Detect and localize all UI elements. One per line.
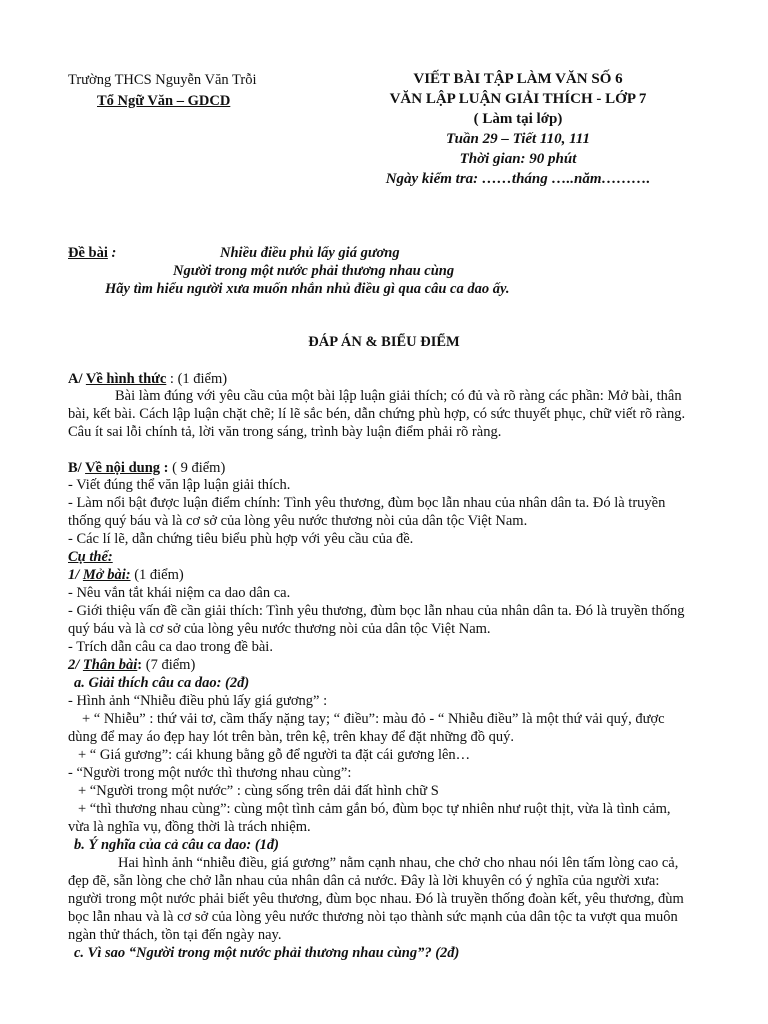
section-a-text-3: Câu ít sai lỗi chính tả, lời văn trong sáng, trình bày luận điểm phải rõ ràng. <box>68 424 502 440</box>
than-bai-b-line-1: Hai hình ảnh “nhiễu điều, giá gương” nằm cạnh nhau, che chở cho nhau nói lên tấm lòng cao cả, <box>118 855 679 871</box>
section-b-line-3: thống quý báu và là cơ sở của lòng yêu nước thương nòi của dân tộc Việt Nam. <box>68 513 528 529</box>
than-bai-a-line-6: + “Người trong một nước” : cùng sống trên dải đất hình chữ S <box>78 783 439 799</box>
than-bai-a-line-1: - Hình ảnh “Nhiễu điều phủ lấy giá gương” : <box>68 693 328 709</box>
school-name: Trường THCS Nguyễn Văn Trỗi <box>68 72 257 88</box>
than-bai-b-title: b. Ý nghĩa của cả câu ca dao: (1đ) <box>74 837 279 853</box>
than-bai-b-line-5: ngàn thử thách, tồn tại đến ngày nay. <box>68 927 282 943</box>
section-b-line-4: - Các lí lẽ, dẫn chứng tiêu biểu phù hợp với yêu cầu của đề. <box>68 531 414 547</box>
answer-title: ĐÁP ÁN & BIỂU ĐIỂM <box>308 334 460 350</box>
department-name: Tổ Ngữ Văn – GDCD <box>97 93 231 109</box>
than-bai-b-line-4: bọc lẫn nhau và là cơ sở của lòng yêu nước thương nòi tạo thành sức mạnh của dân tộc ta vượt qua muôn <box>68 909 678 925</box>
than-bai-b-line-3: người trong một nước phải biết yêu thương, đùm bọc nhau. Đó là truyền thống đoàn kết, yêu thương, đùm <box>68 891 684 907</box>
than-bai-a-line-4: + “ Giá gương”: cái khung bằng gỗ để người ta đặt cái gương lên… <box>78 747 471 763</box>
section-a-heading: A/ Về hình thức : (1 điểm) <box>68 371 228 387</box>
than-bai-c-title: c. Vì sao “Người trong một nước phải thương nhau cùng”? (2đ) <box>74 945 460 961</box>
cu-the-label: Cụ thể: <box>68 549 113 565</box>
exam-duration: Thời gian: 90 phút <box>459 151 577 167</box>
de-bai-line-3: Hãy tìm hiểu người xưa muốn nhắn nhủ điều gì qua câu ca dao ấy. <box>105 281 510 297</box>
section-b-line-1: - Viết đúng thể văn lập luận giải thích. <box>68 477 291 493</box>
exam-date: Ngày kiểm tra: ……tháng …..năm………. <box>385 171 651 187</box>
mo-bai-line-4: - Trích dẫn câu ca dao trong đề bài. <box>68 639 273 655</box>
section-a-text-2: bài, kết bài. Cách lập luận chặt chẽ; lí lẽ sắc bén, dẫn chứng phù hợp, có sức thuyết phục, chữ viết rõ ràng. <box>68 406 686 422</box>
mo-bai-line-2: - Giới thiệu vấn đề cần giải thích: Tình yêu thương, đùm bọc lẫn nhau của nhân dân ta. Đó là truyền thống <box>68 603 685 619</box>
than-bai-a-line-3: dùng để may áo đẹp hay lót trên bàn, trên kệ, trên khay để đặt những đồ quý. <box>68 729 514 745</box>
exam-subtitle: VĂN LẬP LUẬN GIẢI THÍCH - LỚP 7 <box>389 91 647 107</box>
than-bai-a-line-8: vừa là nghĩa vụ, đồng thời là trách nhiệm. <box>68 819 311 835</box>
than-bai-a-title: a. Giải thích câu ca dao: (2đ) <box>74 675 250 691</box>
de-bai-line-2: Người trong một nước phải thương nhau cùng <box>173 263 455 279</box>
than-bai-b-line-2: đẹp đẽ, sẵn lòng che chở lẫn nhau của nhân dân cả nước. Đây là lời khuyên có ý nghĩa của người xưa: <box>68 873 660 889</box>
section-b-line-2: - Làm nổi bật được luận điểm chính: Tình yêu thương, đùm bọc lẫn nhau của nhân dân ta. Đó là truyền <box>68 495 666 511</box>
exam-week: Tuần 29 – Tiết 110, 111 <box>446 131 590 147</box>
section-a-text-1: Bài làm đúng với yêu cầu của một bài lập luận giải thích; có đủ và rõ ràng các phần: Mở bài, thân <box>115 388 682 404</box>
mo-bai-heading: 1/ Mở bài: (1 điểm) <box>68 567 184 583</box>
exam-location: ( Làm tại lớp) <box>473 111 563 127</box>
than-bai-a-line-7: + “thì thương nhau cùng”: cùng một tình cảm gắn bó, đùm bọc tự nhiên như ruột thịt, vừa là tình cảm, <box>78 801 671 817</box>
mo-bai-line-1: - Nêu vắn tắt khái niệm ca dao dân ca. <box>68 585 291 601</box>
mo-bai-line-3: quý báu và là cơ sở của lòng yêu nước thương nòi của dân tộc Việt Nam. <box>68 621 491 637</box>
section-b-heading: B/ Về nội dung : ( 9 điểm) <box>68 460 226 476</box>
de-bai-line-1: Nhiều điều phủ lấy giá gương <box>220 245 400 261</box>
de-bai-heading: Đề bài : <box>68 245 117 261</box>
than-bai-a-line-2: + “ Nhiễu” : thứ vải tơ, cầm thấy nặng tay; “ điều”: màu đỏ - “ Nhiễu điều” là một thứ vải quý, được <box>82 711 665 727</box>
exam-title: VIẾT BÀI TẬP LÀM VĂN SỐ 6 <box>413 71 623 87</box>
than-bai-heading: 2/ Thân bài: (7 điểm) <box>68 657 196 673</box>
than-bai-a-line-5: - “Người trong một nước thì thương nhau cùng”: <box>68 765 352 781</box>
